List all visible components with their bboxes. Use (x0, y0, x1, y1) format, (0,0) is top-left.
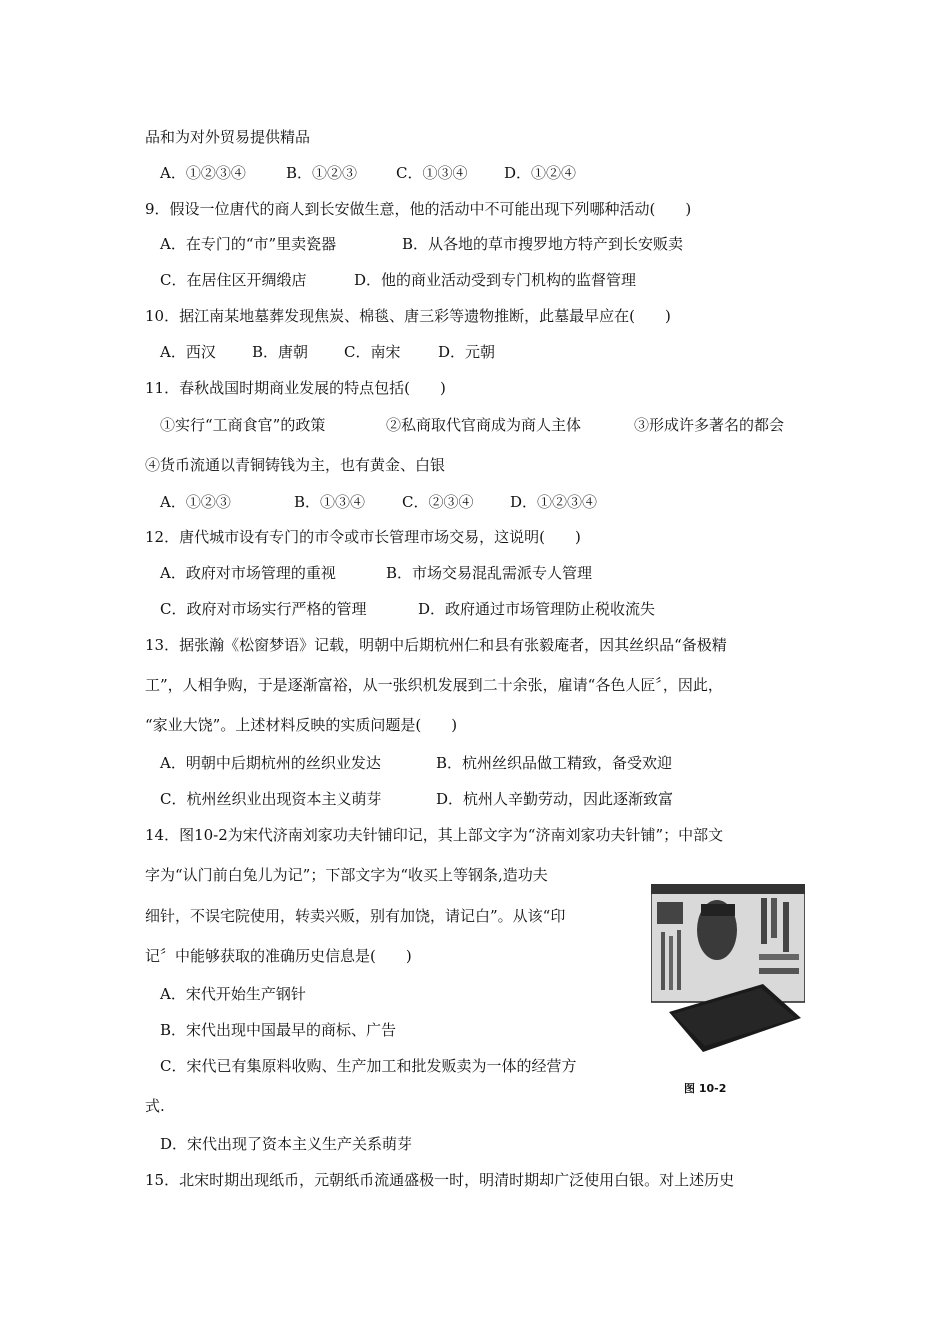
q12-option-c: C．政府对市场实行严格的管理 (160, 600, 367, 618)
q13-option-a: A．明朝中后期杭州的丝织业发达 (160, 754, 381, 772)
q12-option-d: D．政府通过市场管理防止税收流失 (418, 600, 656, 618)
q11-option-c: C．②③④ (402, 493, 474, 511)
q10-option-b: B．唐朝 (252, 343, 309, 361)
q9-option-b: B．从各地的草市搜罗地方特产到长安贩卖 (402, 235, 684, 253)
q8-option-c: C．①③④ (396, 164, 468, 182)
q14-option-a: A．宋代开始生产钢针 (160, 985, 306, 1003)
q12-option-a: A．政府对市场管理的重视 (160, 564, 336, 582)
q9-options-row2 (160, 267, 637, 293)
q14-stem-line4: 记〞中能够获取的准确历史信息是( ) (145, 947, 412, 965)
q14-stem-line3: 细针，不误宅院使用，转卖兴贩，别有加饶，请记白”。从该“印 (145, 907, 566, 925)
q11-stem: 11．春秋战国时期商业发展的特点包括( ) (145, 379, 446, 397)
q13-option-d: D．杭州人辛勤劳动，因此逐渐致富 (436, 790, 674, 808)
q10-options (160, 339, 496, 365)
q10-stem: 10．据江南某地墓葬发现焦炭、棉毯、唐三彩等遗物推断，此墓最早应在( ) (145, 307, 671, 325)
q11-item-2: ②私商取代官商成为商人主体 (386, 416, 582, 434)
q13-option-c: C．杭州丝织业出现资本主义萌芽 (160, 790, 382, 808)
q11-item-4: ④货币流通以青铜铸钱为主，也有黄金、白银 (145, 456, 446, 474)
q11-item-1: ①实行“工商食官”的政策 (160, 416, 326, 434)
q9-option-d: D．他的商业活动受到专门机构的监督管理 (354, 271, 637, 289)
q14-option-d: D．宋代出现了资本主义生产关系萌芽 (160, 1135, 413, 1153)
q14-option-c-continued: 式. (145, 1097, 165, 1115)
figure-caption: 图 10-2 (684, 1082, 727, 1095)
q10-option-a: A．西汉 (160, 343, 216, 361)
q13-stem-line3: “家业大饶”。上述材料反映的实质问题是( ) (145, 716, 458, 734)
seal-print-image (651, 884, 805, 1054)
q14-stem-line2: 字为“认门前白兔儿为记”；下部文字为“收买上等钢条,造功夫 (145, 866, 548, 884)
q13-stem-line2: 工”，人相争购，于是逐渐富裕，从一张织机发展到二十余张，雇请“各色人匠〞，因此， (145, 676, 723, 694)
q13-option-b: B．杭州丝织品做工精致，备受欢迎 (436, 754, 673, 772)
q11-option-b: B．①③④ (294, 493, 366, 511)
q8-stem-continuation: 品和为对外贸易提供精品 (145, 128, 311, 146)
q13-options-row2 (160, 786, 674, 812)
q13-options-row1 (160, 750, 673, 776)
q9-option-c: C．在居住区开绸缎店 (160, 271, 307, 289)
q10-option-c: C．南宋 (344, 343, 401, 361)
q8-options (160, 160, 577, 186)
q11-item-3: ③形成许多著名的都会 (634, 416, 785, 434)
q12-options-row1 (160, 560, 593, 586)
q11-options (160, 489, 598, 515)
q13-stem-line1: 13．据张瀚《松窗梦语》记载，明朝中后期杭州仁和县有张毅庵者，因其丝织品“备极精 (145, 636, 727, 654)
q15-stem-line1: 15．北宋时期出现纸币，元朝纸币流通盛极一时，明清时期却广泛使用白银。对上述历史 (145, 1171, 735, 1189)
q12-options-row2 (160, 596, 656, 622)
q11-option-a: A．①②③ (160, 493, 231, 511)
q12-option-b: B．市场交易混乱需派专人管理 (386, 564, 593, 582)
q8-option-d: D．①②④ (504, 164, 577, 182)
q8-option-a: A．①②③④ (160, 164, 246, 182)
q11-items (160, 412, 785, 438)
q11-option-d: D．①②③④ (510, 493, 598, 511)
q10-option-d: D．元朝 (438, 343, 496, 361)
q12-stem: 12．唐代城市设有专门的市令或市长管理市场交易，这说明( ) (145, 528, 581, 546)
q14-option-c: C．宋代已有集原料收购、生产加工和批发贩卖为一体的经营方 (160, 1057, 577, 1075)
q14-stem-line1: 14．图10-2为宋代济南刘家功夫针铺印记，其上部文字为“济南刘家功夫针铺”；中部文 (145, 826, 724, 844)
q14-option-b: B．宋代出现中国最早的商标、广告 (160, 1021, 397, 1039)
q8-option-b: B．①②③ (286, 164, 358, 182)
q9-stem: 9．假设一位唐代的商人到长安做生意，他的活动中不可能出现下列哪种活动( ) (145, 200, 692, 218)
q9-option-a: A．在专门的“市”里卖瓷器 (160, 235, 337, 253)
q9-options-row1 (160, 231, 684, 257)
needle-shop-seal-figure (651, 884, 805, 1054)
